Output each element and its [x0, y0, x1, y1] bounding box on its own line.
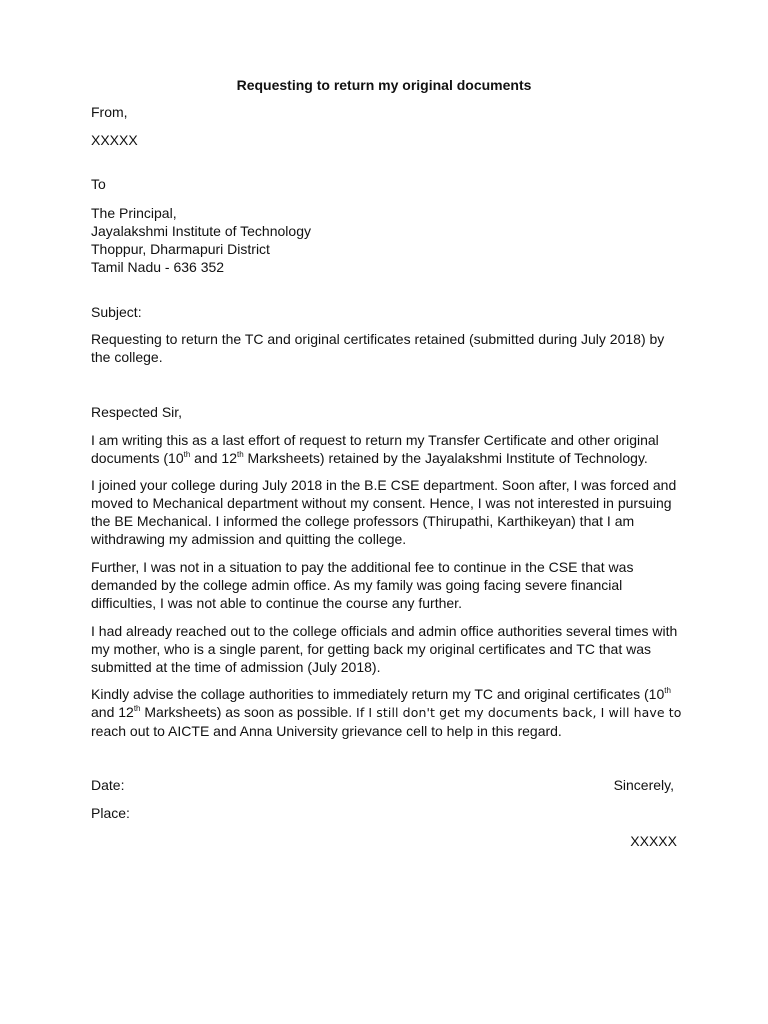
paragraph-2	[91, 476, 691, 548]
recipient-line: The Principal,	[91, 205, 177, 221]
paragraph-line: demanded by the college admin office. As my family was going facing severe financial	[91, 577, 623, 593]
text-run: and 12	[91, 704, 134, 720]
subject-line: the college.	[91, 349, 163, 365]
paragraph-line: I had already reached out to the college officials and admin office authorities several times with	[91, 623, 678, 639]
paragraph-line	[91, 449, 691, 467]
from-name: XXXXX	[91, 132, 138, 148]
text-run-alt-font: If I still don't get my documents back, I will have to	[356, 705, 682, 720]
letter-title: Requesting to return my original documents	[236, 77, 532, 93]
recipient-address	[91, 204, 691, 276]
recipient-line: Jayalakshmi Institute of Technology	[91, 223, 311, 239]
to-label: To	[91, 176, 106, 192]
paragraph-line: moved to Mechanical department without my consent. Hence, I was not interested in pursuing	[91, 495, 672, 511]
text-run: and 12	[190, 450, 237, 466]
superscript: th	[133, 704, 141, 713]
paragraph-3	[91, 558, 691, 612]
paragraph-line: I am writing this as a last effort of request to return my Transfer Certificate and other original	[91, 432, 659, 448]
subject-text	[91, 330, 691, 366]
paragraph-4	[91, 622, 691, 676]
text-run: Marksheets) retained by the Jayalakshmi Institute of Technology.	[243, 450, 648, 466]
recipient-line: Thoppur, Dharmapuri District	[91, 241, 270, 257]
paragraph-line: my mother, who is a single parent, for getting back my original certificates and TC that was	[91, 641, 651, 657]
paragraph-line	[91, 685, 691, 703]
superscript: th	[183, 450, 191, 459]
salutation: Respected Sir,	[91, 404, 183, 420]
place-label: Place:	[91, 805, 130, 821]
superscript: th	[664, 686, 671, 695]
paragraph-1	[91, 431, 691, 467]
recipient-line: Tamil Nadu - 636 352	[91, 259, 225, 275]
date-label: Date:	[91, 777, 125, 793]
text-run: Kindly advise the collage authorities to immediately return my TC and original certificates (10	[91, 686, 665, 702]
from-label: From,	[91, 104, 128, 120]
paragraph-line	[91, 703, 691, 722]
paragraph-line: reach out to AICTE and Anna University grievance cell to help in this regard.	[91, 723, 562, 739]
signature: XXXXX	[630, 833, 677, 849]
paragraph-line: I joined your college during July 2018 in the B.E CSE department. Soon after, I was forced and	[91, 477, 677, 493]
subject-label: Subject:	[91, 304, 142, 320]
paragraph-line: the BE Mechanical. I informed the college professors (Thirupathi, Karthikeyan) that I am	[91, 513, 635, 529]
closing: Sincerely,	[613, 777, 674, 793]
subject-line: Requesting to return the TC and original certificates retained (submitted during July 2018) by	[91, 331, 665, 347]
superscript: th	[237, 450, 244, 459]
paragraph-line: Further, I was not in a situation to pay the additional fee to continue in the CSE that was	[91, 559, 634, 575]
text-run: Marksheets) as soon as possible.	[140, 704, 357, 720]
paragraph-line: withdrawing my admission and quitting the college.	[91, 531, 407, 547]
paragraph-line: difficulties, I was not able to continue the course any further.	[91, 595, 462, 611]
paragraph-line: submitted at the time of admission (July 2018).	[91, 659, 381, 675]
paragraph-5	[91, 685, 691, 740]
text-run: documents (10	[91, 450, 184, 466]
